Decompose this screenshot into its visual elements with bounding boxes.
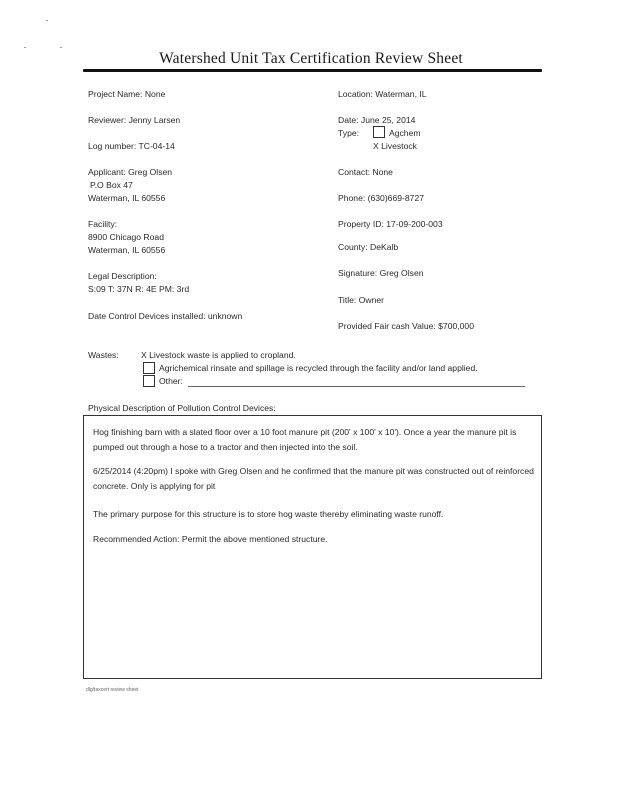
legal-description-label: Legal Description: xyxy=(88,271,157,281)
wastes-agrichemical-label: Agrichemical rinsate and spillage is recycled through the facility and/or land applied. xyxy=(159,363,478,373)
reviewer: Reviewer: Jenny Larsen xyxy=(88,115,181,125)
document-title: Watershed Unit Tax Certification Review Sheet xyxy=(159,50,463,67)
type-livestock-option: X Livestock xyxy=(373,141,417,151)
description-paragraph-2: 6/25/2014 (4:20pm) I spoke with Greg Olsen and he confirmed that the manure pit was constructed out of reinforced concrete. Only is applying for pit xyxy=(93,466,534,491)
review-date: Date: June 25, 2014 xyxy=(338,115,416,125)
location: Location: Waterman, IL xyxy=(338,89,427,99)
owner-title: Title: Owner xyxy=(338,295,385,305)
applicant-address-line-1: P.O Box 47 xyxy=(90,180,133,190)
signature: Signature: Greg Olsen xyxy=(338,268,424,278)
property-id: Property ID: 17-09-200-003 xyxy=(338,219,443,229)
wastes-livestock-option: X Livestock waste is applied to cropland. xyxy=(141,350,296,360)
scan-speck xyxy=(24,47,26,48)
wastes-other-label: Other: xyxy=(159,376,183,386)
phone: Phone: (630)669-8727 xyxy=(338,193,425,203)
wastes-agrichemical-checkbox xyxy=(143,362,155,374)
facility-address-line-1: 8900 Chicago Road xyxy=(88,232,164,242)
county: County: DeKalb xyxy=(338,242,399,252)
facility-label: Facility: xyxy=(88,219,118,229)
wastes-other-blank-line xyxy=(188,386,525,387)
legal-description-value: S:09 T: 37N R: 4E PM: 3rd xyxy=(88,284,190,294)
description-paragraph-3: The primary purpose for this structure is to store hog waste thereby eliminating waste runoff. xyxy=(93,509,444,519)
physical-description-heading: Physical Description of Pollution Control Devices: xyxy=(88,403,276,413)
scan-speck xyxy=(60,47,62,48)
description-paragraph-4: Recommended Action: Permit the above mentioned structure. xyxy=(93,534,328,544)
title-rule xyxy=(83,69,542,72)
contact: Contact: None xyxy=(338,167,393,177)
wastes-label: Wastes: xyxy=(88,350,119,360)
applicant-name: Applicant: Greg Olsen xyxy=(88,167,173,177)
wastes-other-checkbox xyxy=(143,375,155,387)
fair-cash-value: Provided Fair cash Value: $700,000 xyxy=(338,321,474,331)
footer-note: dlg/taxcert review sheet xyxy=(86,687,139,693)
type-agchem-label: Agchem xyxy=(389,128,421,138)
facility-address-line-2: Waterman, IL 60556 xyxy=(88,245,166,255)
project-name: Project Name: None xyxy=(88,89,166,99)
type-agchem-checkbox xyxy=(373,126,385,138)
type-label: Type: xyxy=(338,128,360,138)
scan-speck xyxy=(46,20,48,21)
log-number: Log number: TC-04-14 xyxy=(88,141,175,151)
description-paragraph-1: Hog finishing barn with a slated floor over a 10 foot manure pit (200' x 100' x 10'). Once a year the manure pit is pumped out through a hose to a tractor and then injected into the soil. xyxy=(93,427,517,452)
control-devices-date: Date Control Devices installed: unknown xyxy=(88,311,243,321)
applicant-address-line-2: Waterman, IL 60556 xyxy=(88,193,166,203)
